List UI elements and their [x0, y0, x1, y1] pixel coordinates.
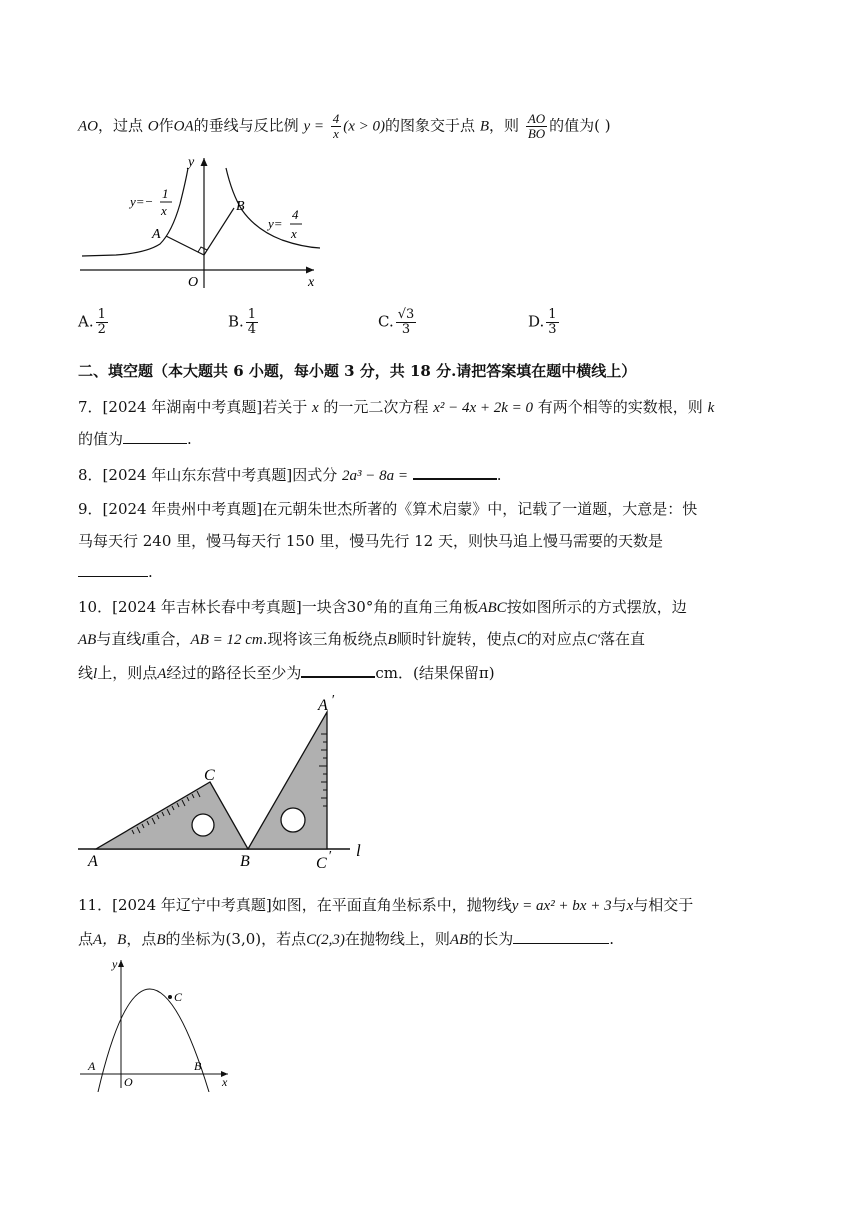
- fig10-B-label: B: [240, 853, 250, 870]
- fig10-l-label: l: [356, 841, 361, 860]
- q7-equation: x² − 4x + 2k = 0: [433, 400, 534, 416]
- q7-answer-blank[interactable]: [123, 429, 187, 444]
- q11-line2: 点A，B，点B的坐标为(3,0)，若点C(2,3)在抛物线上，则AB的长为 .: [78, 930, 615, 948]
- q10-answer-blank[interactable]: [301, 662, 375, 678]
- segment-OA: OA: [173, 118, 194, 135]
- section-header: 二、填空题（本大题共 6 小题，每小题 3 分，共 18 分.请把答案填在题中横线上）: [78, 362, 637, 380]
- q6-figure: [76, 152, 326, 292]
- fig6-y-label: y: [188, 155, 195, 170]
- point-O: O: [147, 118, 159, 135]
- fig6-right-num: 4: [292, 207, 299, 222]
- option-B[interactable]: B. $\frac{1}{4}$: [228, 307, 257, 337]
- fig11-A-label: A: [88, 1059, 96, 1073]
- q6-text-a: ，过点: [98, 116, 144, 135]
- q11-figure: [76, 956, 236, 1092]
- fig11-x-label: x: [222, 1075, 228, 1089]
- fig6-left-num: 1: [162, 186, 169, 201]
- q9-line2: 马每天行 240 里，慢马每天行 150 里，慢马先行 12 天，则快马追上慢马需要的天数是: [78, 532, 663, 550]
- fig10-A-label: A: [88, 853, 98, 870]
- fig6-left-den: x: [161, 203, 167, 218]
- q6-text-b: 作: [158, 116, 174, 135]
- q9-line3: .: [78, 562, 153, 581]
- q8-answer-blank[interactable]: [413, 464, 497, 480]
- func-lhs: y =: [303, 118, 324, 135]
- q8-expression: 2a³ − 8a =: [341, 468, 408, 484]
- fig10-A1-label: A: [318, 697, 328, 714]
- q6-text-f: 的值为( ): [549, 116, 611, 135]
- q10-line2: AB与直线l重合，AB = 12 cm.现将该三角板绕点B顺时针旋转，使点C的对应点C′落在直: [78, 630, 646, 648]
- q10-line1: 10．[2024 年吉林长春中考真题]一块含30°角的直角三角板ABC按如图所示的方式摆放，边: [78, 598, 687, 616]
- fig11-origin-label: O: [124, 1075, 133, 1089]
- fig11-B-label: B: [194, 1059, 202, 1073]
- fig6-origin-label: O: [188, 275, 199, 290]
- fig10-C1-prime: ′: [328, 849, 332, 864]
- q6-stem: [78, 112, 611, 141]
- fig6-right-func: y=: [268, 216, 283, 231]
- q11-answer-blank[interactable]: [513, 929, 609, 944]
- angle-30: 30°: [346, 598, 374, 616]
- point-B: B: [479, 118, 490, 135]
- option-A[interactable]: A. $\frac{1}{2}$: [78, 307, 106, 337]
- ratio-fraction: $\frac{AO}{BO}$: [527, 111, 546, 141]
- q11-parabola: y = ax² + bx + 3: [511, 898, 612, 914]
- q11-line1: 11．[2024 年辽宁中考真题]如图，在平面直角坐标系中，抛物线y = ax² + bx + 3与x与相交于: [78, 896, 694, 914]
- option-D[interactable]: D. $\frac{1}{3}$: [528, 307, 557, 337]
- segment-AO: AO: [78, 118, 98, 135]
- q7-line2: 的值为 .: [78, 430, 192, 448]
- option-C[interactable]: C. $\frac{√3}{3}$: [378, 307, 415, 337]
- q7-line1: 7．[2024 年湖南中考真题]若关于 x 的一元二次方程 x² − 4x + 2k = 0 有两个相等的实数根，则 k: [78, 398, 715, 416]
- fig10-A1-prime: ′: [331, 694, 335, 708]
- fig6-x-label: x: [308, 275, 315, 290]
- fig6-left-func: y=−: [130, 194, 154, 209]
- fig11-C-label: C: [174, 990, 183, 1004]
- q10-figure: [76, 694, 376, 874]
- q9-answer-blank[interactable]: [78, 562, 148, 577]
- q6-text-c: 的垂线与反比例: [193, 116, 299, 135]
- fig6-right-den: x: [291, 226, 297, 241]
- q10-line3: 线l上，则点A经过的路径长至少为 cm．(结果保留π): [78, 664, 495, 682]
- fig11-y-label: y: [112, 957, 118, 971]
- q8-line: 8．[2024 年山东东营中考真题]因式分 2a³ − 8a = .: [78, 466, 502, 484]
- fig6-A-label: A: [152, 227, 161, 242]
- fig6-B-label: B: [236, 199, 245, 214]
- func-condition: (x > 0): [343, 118, 386, 135]
- q9-line1: 9．[2024 年贵州中考真题]在元朝朱世杰所著的《算术启蒙》中，记载了一道题，大意是：快: [78, 500, 698, 518]
- q6-text-d: 的图象交于点: [385, 116, 476, 135]
- func-fraction: $\frac{4}{x}$: [332, 111, 340, 141]
- fig10-C-label: C: [204, 767, 215, 784]
- q6-text-e: ，则: [489, 116, 520, 135]
- fig10-C1-label: C: [316, 855, 327, 872]
